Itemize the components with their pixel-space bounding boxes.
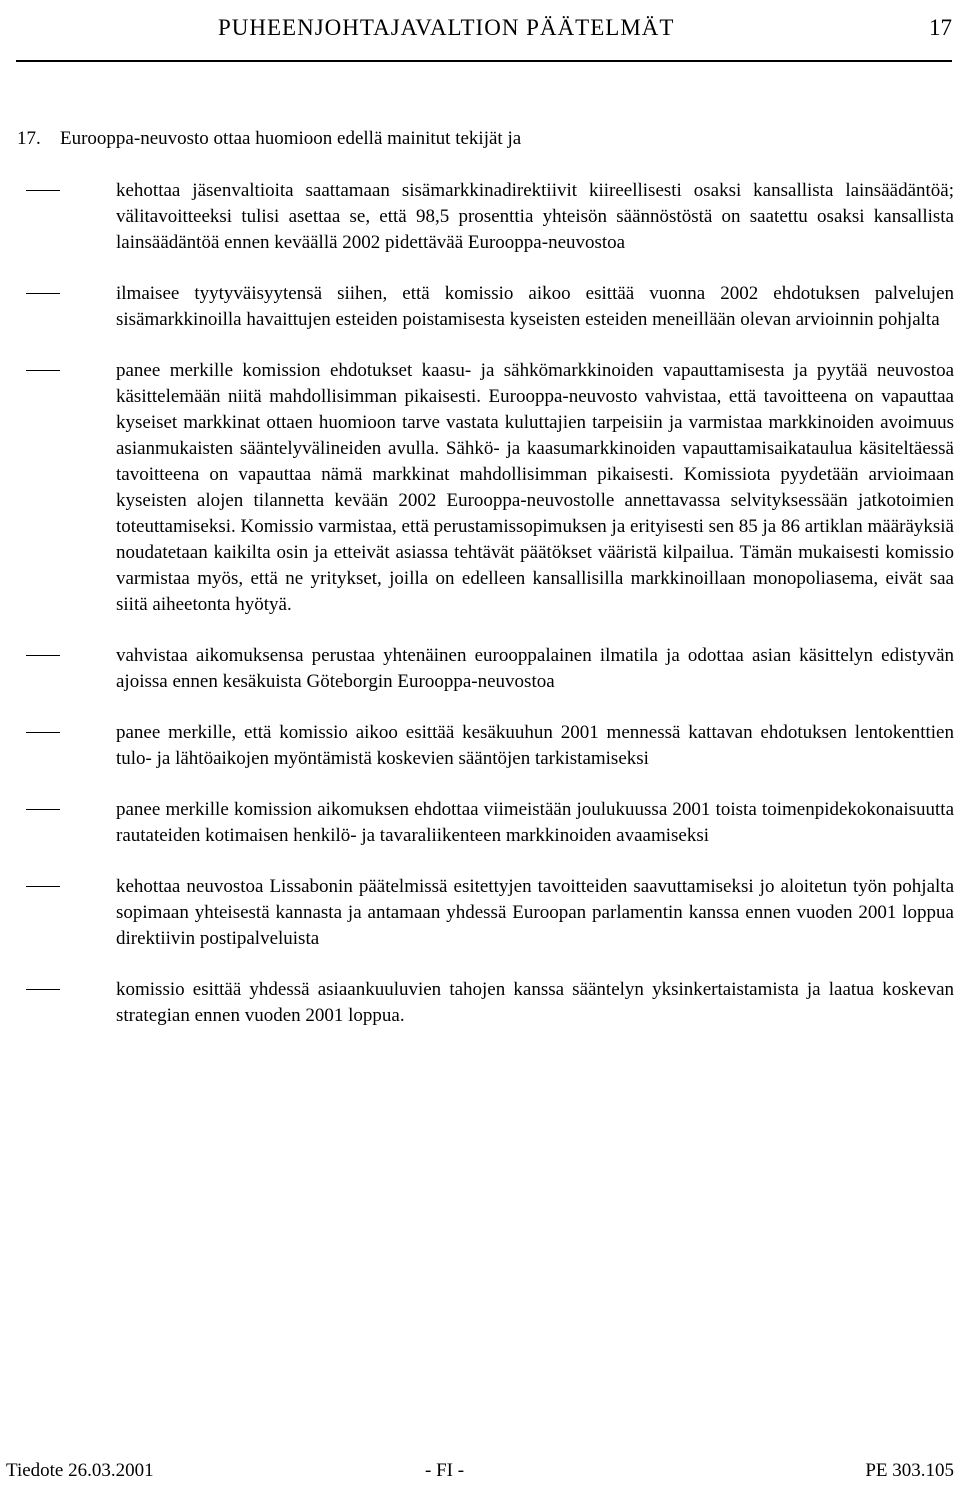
list-item: [0, 720, 960, 772]
page-header: [0, 10, 960, 50]
bullet-list: [0, 178, 960, 1054]
paragraph-number: 17.: [17, 128, 41, 149]
document-title: PUHEENJOHTAJAVALTION PÄÄTELMÄT: [218, 15, 675, 40]
paragraph-intro: Eurooppa-neuvosto ottaa huomioon edellä mainitut tekijät ja: [60, 128, 522, 149]
header-page-number: 17: [929, 15, 952, 40]
dash-bullet-icon: [26, 190, 60, 191]
footer-document-reference: PE 303.105: [865, 1460, 954, 1481]
dash-bullet-icon: [26, 655, 60, 656]
list-item-text: panee merkille komission ehdotukset kaasu- ja sähkömarkkinoiden vapauttamisesta ja pyytää neuvostoa käsittelemään niitä mahdollisimman pikaisesti. Eurooppa-neuvosto vahvistaa, että tavoitteena on vapauttaa kyseiset markkinat ottaen huomioon tarve vastata kuluttajien tarpeisiin ja varmistaa markkinoiden avoimuus asianmukaisten sääntelyvälineiden avulla. Sähkö- ja kaasumarkkinoiden vapauttamisaikataulua käsiteltäessä tavoitteena on vapauttaa nämä markkinat mahdollisimman pikaisesti. Komissiota pyydetään arvioimaan kyseisten alojen tilannetta kevään 2002 Eurooppa-neuvostolle annettavassa selvityksessään jatkotoimien toteuttamiseksi. Komissio varmistaa, että perustamissopimuksen ja erityisesti sen 85 ja 86 artiklan määräyksiä noudatetaan kaikilta osin ja etteivät asiassa tehtävät päätökset vääristä kilpailua. Tämän mukaisesti komissio varmistaa myös, että ne yritykset, joilla on edelleen kansallisilla markkinoillaan monopoliasema, eivät saa siitä aiheetonta hyötyä.: [116, 360, 954, 615]
list-item-text: panee merkille komission aikomuksen ehdottaa viimeistään joulukuussa 2001 toista toimenpidekokonaisuutta rautateiden kotimaisen henkilö- ja tavaraliikenteen markkinoiden avaamiseksi: [116, 799, 954, 846]
page-footer: [0, 1460, 960, 1490]
dash-bullet-icon: [26, 293, 60, 294]
list-item-text: kehottaa jäsenvaltioita saattamaan sisämarkkinadirektiivit kiireellisesti osaksi kansallista lainsäädäntöä; välitavoitteeksi tulisi asettaa se, että 98,5 prosenttia yhteisön säännöstöstä on saatettu osaksi kansallista lainsäädäntöä ennen keväällä 2002 pidettävää Eurooppa-neuvostoa: [116, 180, 954, 253]
list-item-text: komissio esittää yhdessä asiaankuuluvien tahojen kanssa sääntelyn yksinkertaistamista ja laatua koskevan strategian ennen vuoden 2001 loppua.: [116, 979, 954, 1026]
header-divider: [16, 60, 952, 62]
list-item: [0, 977, 960, 1029]
list-item: [0, 281, 960, 333]
list-item: [0, 874, 960, 952]
list-item-text: panee merkille, että komissio aikoo esittää kesäkuuhun 2001 mennessä kattavan ehdotuksen lentokenttien tulo- ja lähtöaikojen myöntämistä koskevien sääntöjen tarkistamiseksi: [116, 722, 954, 769]
dash-bullet-icon: [26, 989, 60, 990]
list-item: [0, 643, 960, 695]
dash-bullet-icon: [26, 370, 60, 371]
list-item-text: kehottaa neuvostoa Lissabonin päätelmissä esitettyjen tavoitteiden saavuttamiseksi jo aloitetun työn pohjalta sopimaan yhteisestä kannasta ja antamaan yhdessä Euroopan parlamentin kanssa ennen vuoden 2001 loppua direktiivin postipalveluista: [116, 876, 954, 949]
list-item: [0, 178, 960, 256]
list-item-text: ilmaisee tyytyväisyytensä siihen, että komissio aikoo esittää vuonna 2002 ehdotuksen palvelujen sisämarkkinoilla havaittujen esteiden poistamisesta kyseisten esteiden meneillään olevan arvioinnin pohjalta: [116, 283, 954, 330]
dash-bullet-icon: [26, 886, 60, 887]
footer-press-release-date: Tiedote 26.03.2001: [6, 1460, 154, 1481]
list-item: [0, 797, 960, 849]
dash-bullet-icon: [26, 732, 60, 733]
list-item-text: vahvistaa aikomuksensa perustaa yhtenäinen eurooppalainen ilmatila ja odottaa asian käsittelyn edistyvän ajoissa ennen kesäkuista Göteborgin Eurooppa-neuvostoa: [116, 645, 954, 692]
list-item: [0, 358, 960, 618]
dash-bullet-icon: [26, 809, 60, 810]
footer-language: - FI -: [425, 1460, 465, 1481]
